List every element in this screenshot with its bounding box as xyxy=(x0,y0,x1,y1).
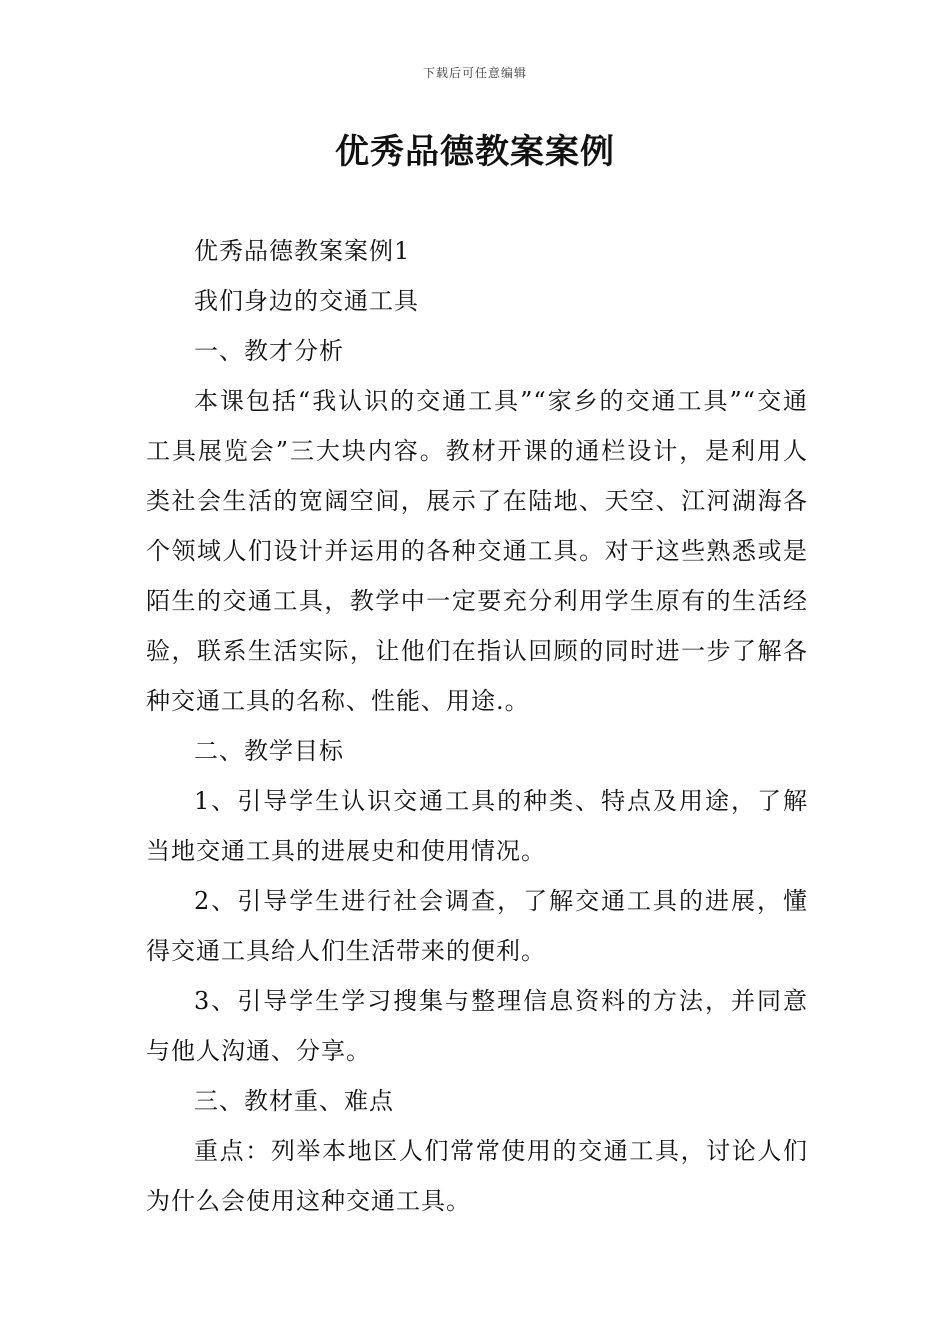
section-heading-goals: 二、教学目标 xyxy=(194,737,344,765)
header-note: 下载后可任意编辑 xyxy=(422,66,527,80)
goal-item-2: 2、引导学生进行社会调查，了解交通工具的进展，懂得交通工具给人们生活带来的便利。 xyxy=(146,887,808,965)
goal-item-3: 3、引导学生学习搜集与整理信息资料的方法，并同意与他人沟通、分享。 xyxy=(146,987,808,1065)
paragraph-lesson-title: 我们身边的交通工具 xyxy=(194,287,419,315)
document-title: 优秀品德教案案例 xyxy=(335,132,615,172)
document-body xyxy=(146,226,808,1226)
section-heading-analysis: 一、教才分析 xyxy=(194,337,344,365)
paragraph-key-point: 重点：列举本地区人们常常使用的交通工具，讨论人们为什么会使用这种交通工具。 xyxy=(146,1137,808,1215)
paragraph-analysis: 本课包括“我认识的交通工具”“家乡的交通工具”“交通工具展览会”三大块内容。教材开课的通栏设计，是利用人类社会生活的宽阔空间，展示了在陆地、天空、江河湖海各个领域人们设计并运用的各种交通工具。对于这些熟悉或是陌生的交通工具，教学中一定要充分利用学生原有的生活经验，联系生活实际，让他们在指认回顾的同时进一步了解各种交通工具的名称、性能、用途.。 xyxy=(146,387,808,715)
section-heading-key-points: 三、教材重、难点 xyxy=(194,1087,394,1115)
goal-item-1: 1、引导学生认识交通工具的种类、特点及用途，了解当地交通工具的进展史和使用情况。 xyxy=(146,787,808,865)
paragraph-subtitle: 优秀品德教案案例1 xyxy=(194,237,411,265)
